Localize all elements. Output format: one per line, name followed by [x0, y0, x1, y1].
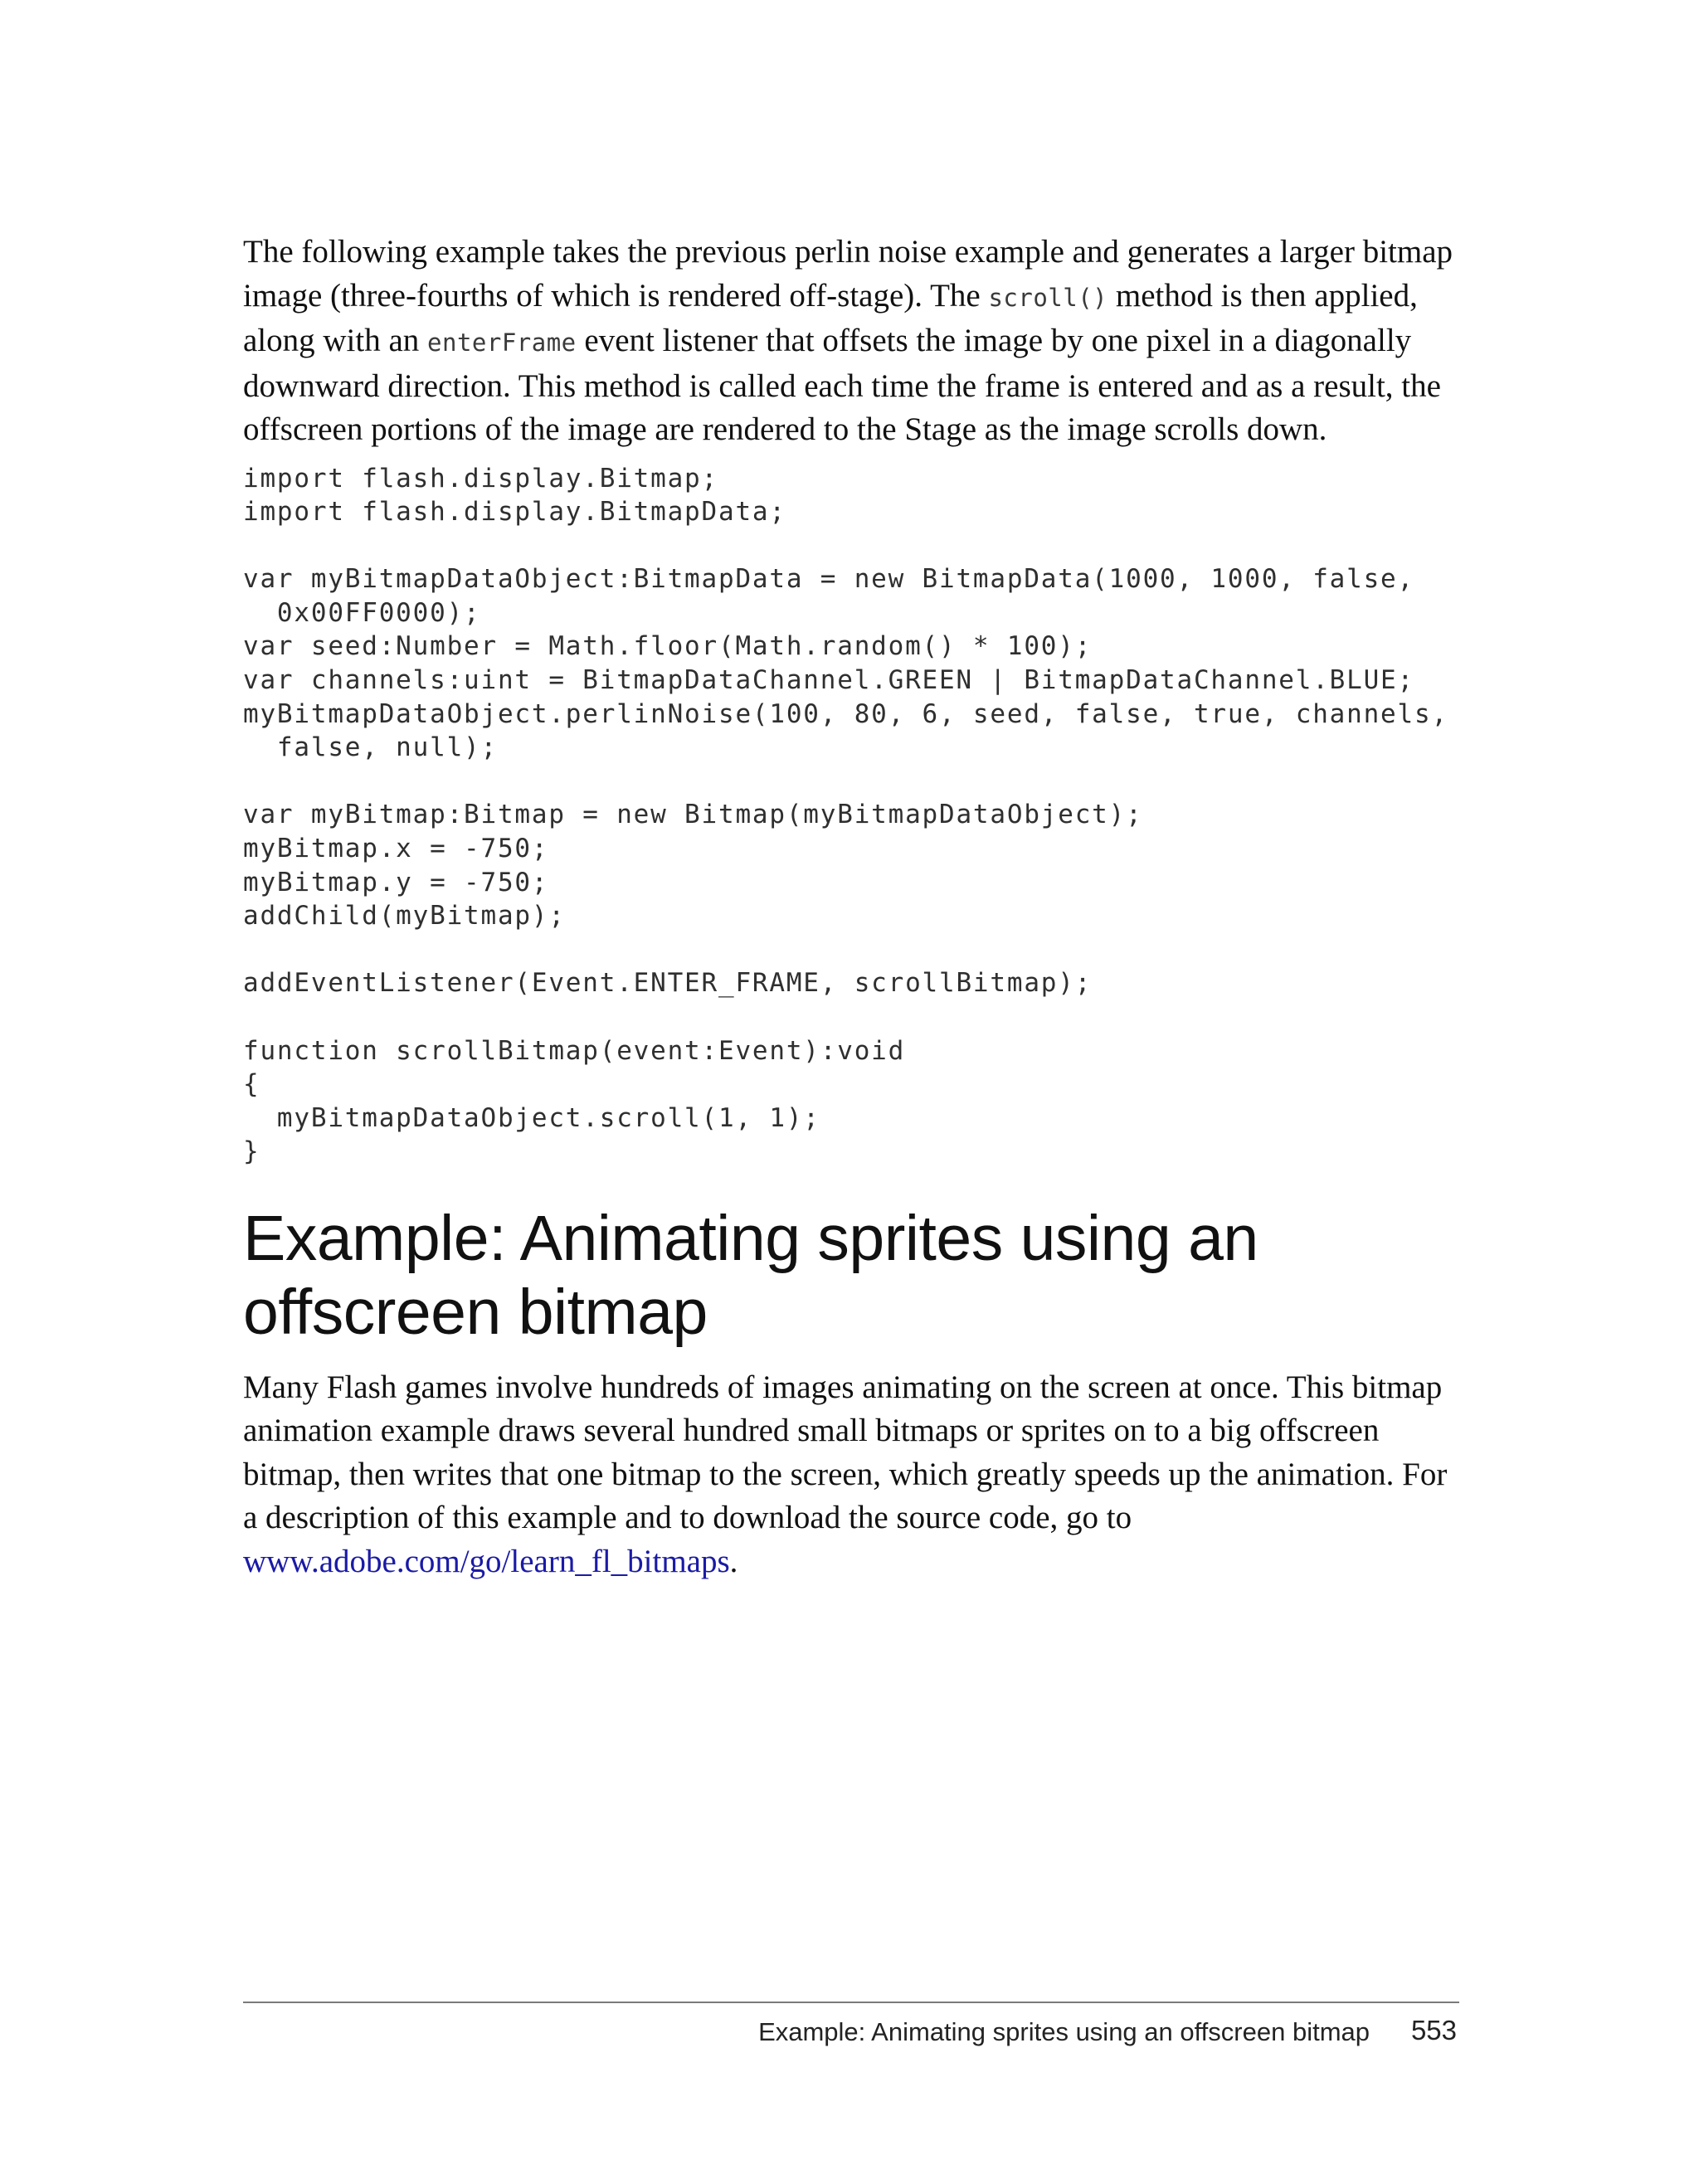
code-line: myBitmap.x = -750;: [243, 834, 549, 864]
code-line: import flash.display.Bitmap;: [243, 463, 718, 494]
code-line: [243, 1000, 1463, 1034]
page-content: [243, 231, 1463, 1583]
inline-code-enterframe: enterFrame: [427, 328, 577, 357]
code-line: var channels:uint = BitmapDataChannel.GREEN | BitmapDataChannel.BLUE;: [243, 665, 1414, 696]
code-line: }: [243, 1136, 260, 1167]
intro-text-2: method is then applied, along with an: [243, 277, 1418, 358]
code-line: import flash.display.BitmapData;: [243, 497, 786, 528]
intro-text-3: event listener that offsets the image by one pixel in a diagonally downward direction. This method is called each time the frame is entered and as a result, the offscreen portions of the image are rendered to the Stage as the image scrolls down.: [243, 323, 1441, 447]
code-line: [243, 529, 1463, 563]
footer-running-title: Example: Animating sprites using an offscreen bitmap: [758, 2017, 1370, 2046]
code-line: {: [243, 1069, 260, 1100]
intro-paragraph: [243, 231, 1463, 452]
code-line: 0x00FF0000);: [243, 597, 481, 628]
intro-text-1: The following example takes the previous perlin noise example and generates a larger bitmap image (three-fourths of which is rendered off-stage). The: [243, 234, 1453, 314]
code-listing: [243, 462, 1463, 1169]
page-number: 553: [1410, 2015, 1457, 2045]
code-line: addChild(myBitmap);: [243, 901, 566, 931]
code-line: false, null);: [243, 732, 498, 763]
code-line: function scrollBitmap(event:Event):void: [243, 1035, 906, 1066]
code-line: [243, 765, 1463, 799]
section-body-end: .: [729, 1543, 738, 1579]
learn-bitmaps-link[interactable]: www.adobe.com/go/learn_fl_bitmaps: [243, 1543, 730, 1579]
inline-code-scroll: scroll(): [988, 283, 1108, 312]
section-body-text: Many Flash games involve hundreds of images animating on the screen at once. This bitmap animation example draws several hundred small bitmaps or sprites on to a big offscreen bitmap, then writes that one bitmap to the screen, which greatly speeds up the animation. For a description of this example and to download the source code, go to: [243, 1369, 1448, 1536]
code-line: var myBitmap:Bitmap = new Bitmap(myBitmapDataObject);: [243, 800, 1143, 830]
section-heading: Example: Animating sprites using an offscreen bitmap: [243, 1202, 1258, 1348]
section-paragraph: [243, 1366, 1463, 1584]
code-line: myBitmapDataObject.perlinNoise(100, 80, 6, seed, false, true, channels,: [243, 698, 1448, 729]
footer-divider: [243, 2002, 1459, 2003]
code-line: [243, 933, 1463, 967]
code-line: var myBitmapDataObject:BitmapData = new BitmapData(1000, 1000, false,: [243, 564, 1414, 595]
code-line: var seed:Number = Math.floor(Math.random() * 100);: [243, 631, 1093, 662]
code-line: myBitmap.y = -750;: [243, 867, 549, 897]
code-line: myBitmapDataObject.scroll(1, 1);: [243, 1102, 820, 1133]
code-line: addEventListener(Event.ENTER_FRAME, scrollBitmap);: [243, 968, 1093, 999]
